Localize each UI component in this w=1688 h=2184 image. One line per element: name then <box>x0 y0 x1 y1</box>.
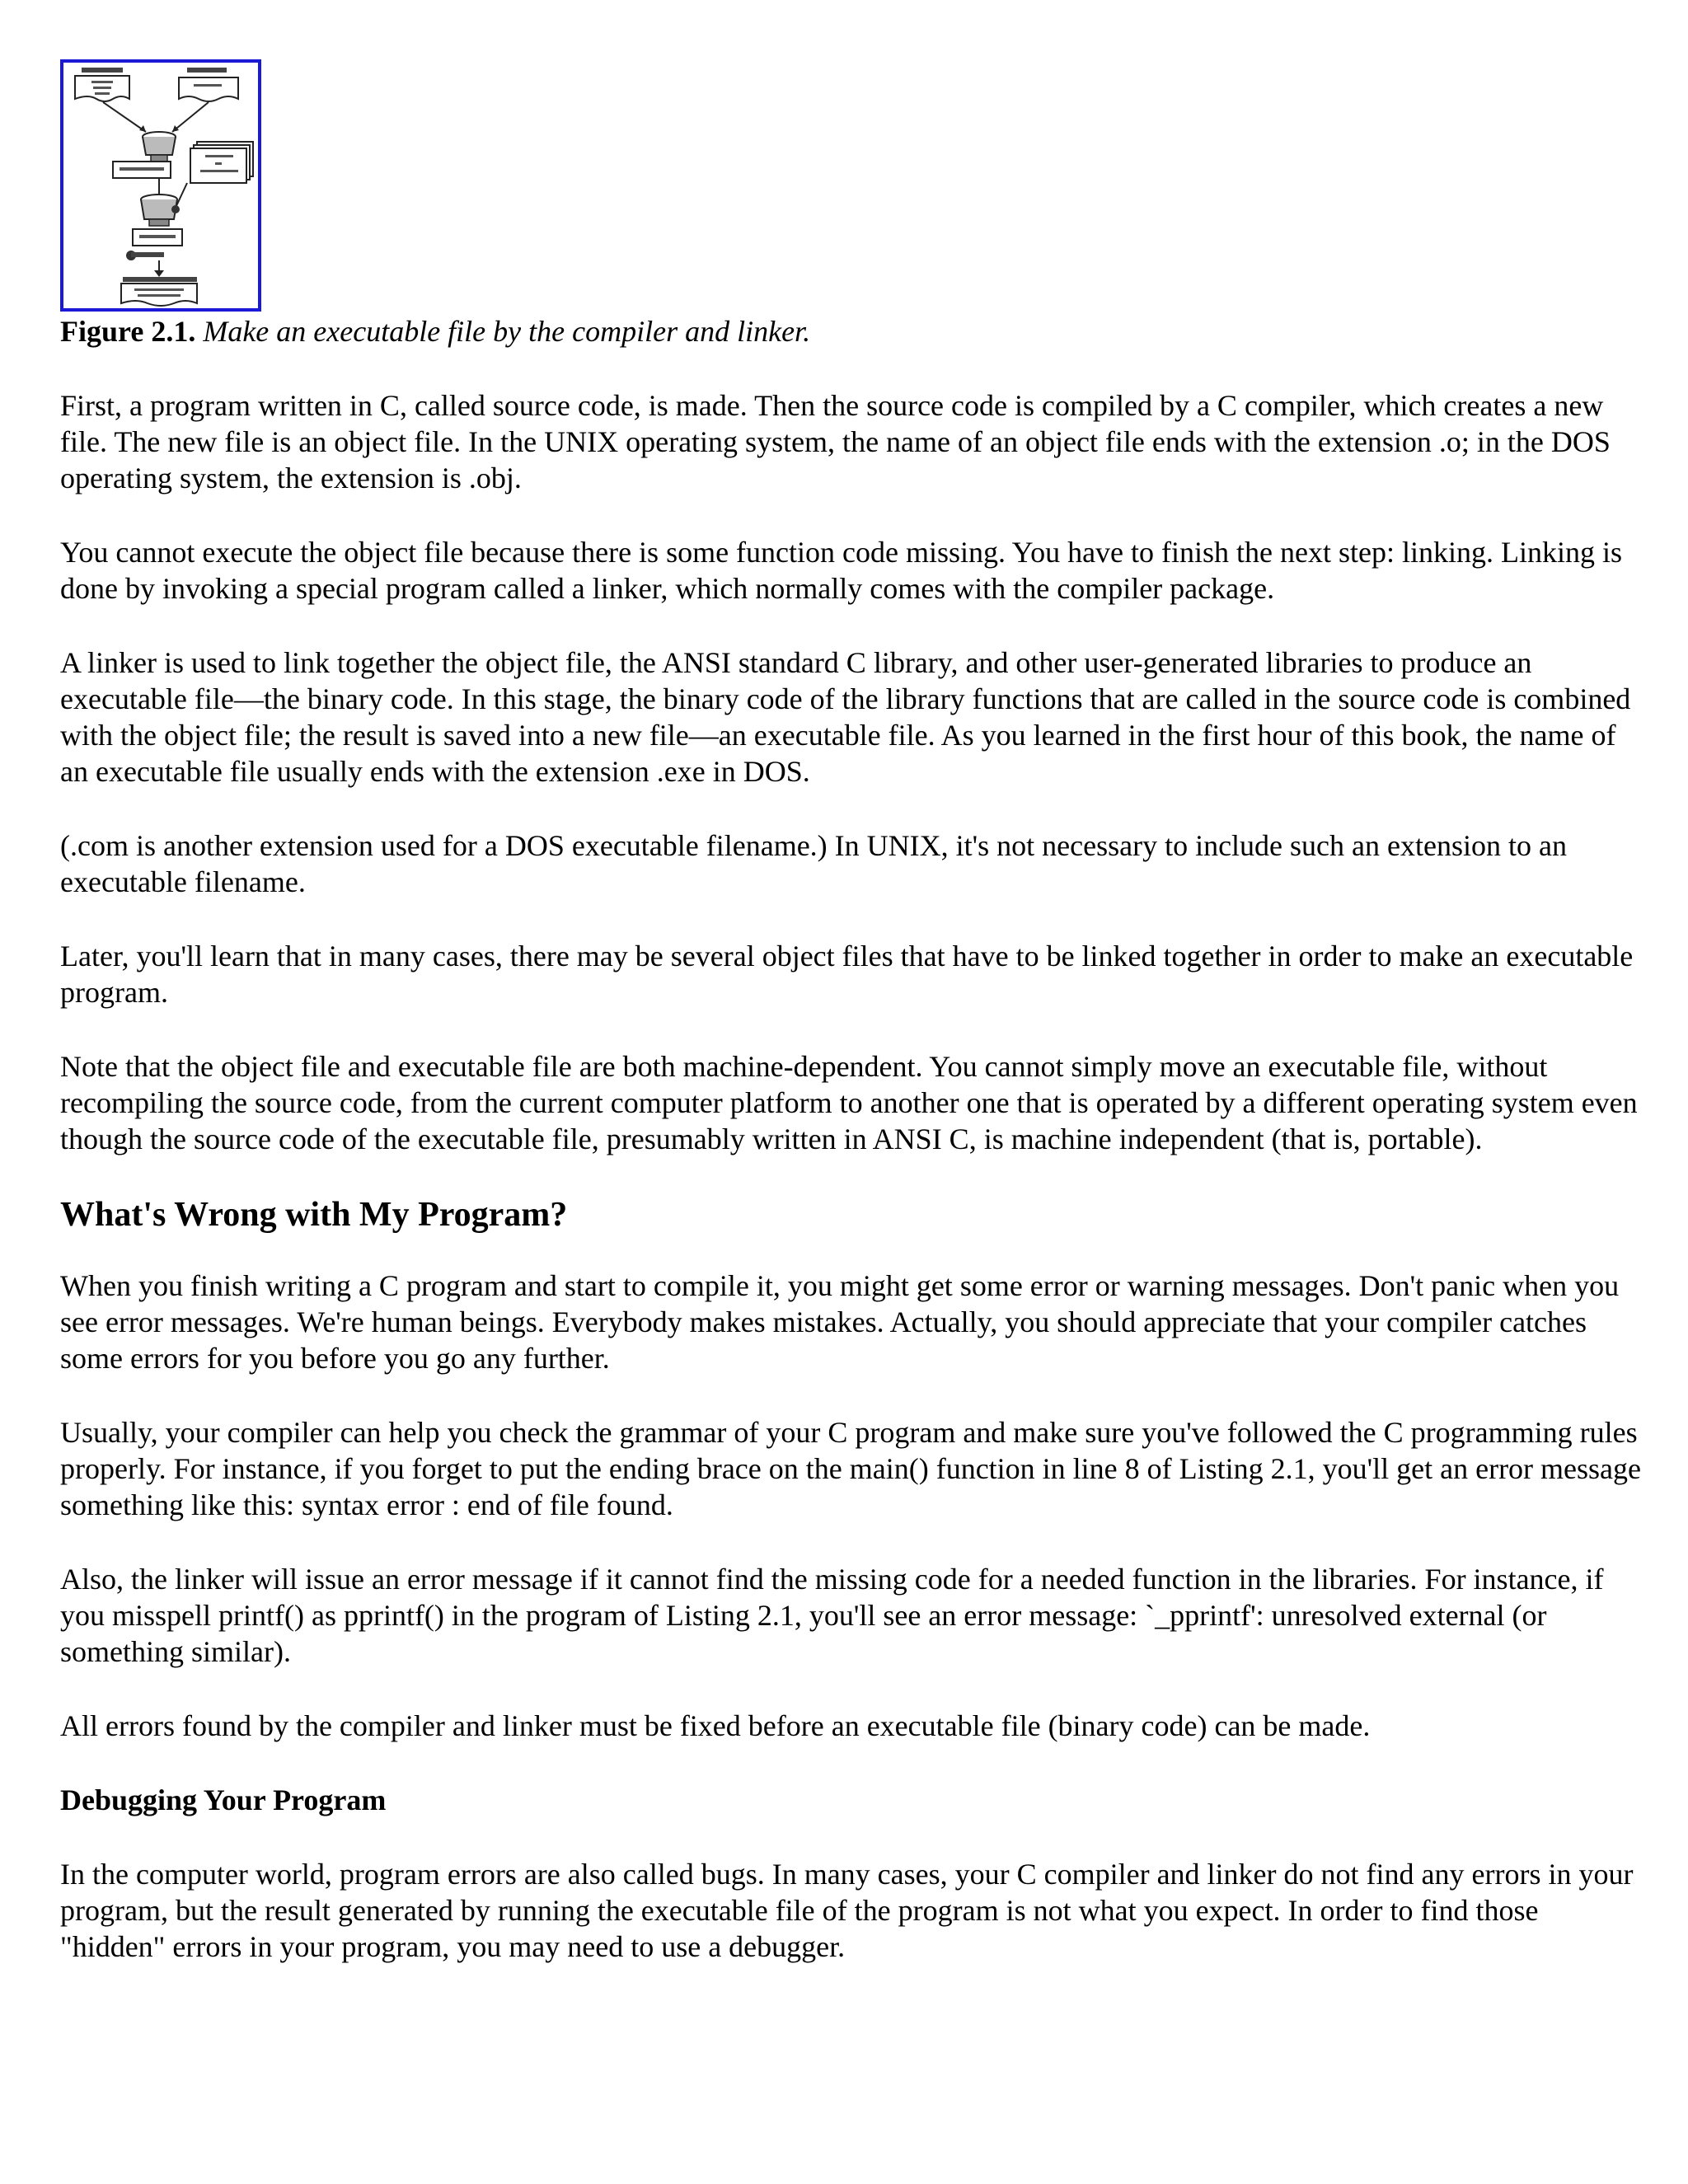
section-heading: What's Wrong with My Program? <box>60 1196 568 1234</box>
paragraph: When you finish writing a C program and start to compile it, you might get some error or warning messages. Don't panic when you see error messages. We're human beings. Everybody makes mistakes. Actually, you should appreciate that your compiler catches some errors for you before you go any further. <box>60 1269 1620 1375</box>
figure-thumbnail-image[interactable] <box>60 59 261 312</box>
figure-caption <box>60 313 1643 349</box>
paragraph: A linker is used to link together the object file, the ANSI standard C library, and other user-generated libraries to produce an executable file—the binary code. In this stage, the binary code of the library functions that are called in the source code is combined with the object file; the result is saved into a new file—an executable file. As you learned in the first hour of this book, the name of an executable file usually ends with the extension .exe in DOS. <box>60 646 1631 788</box>
paragraph: You cannot execute the object file because there is some function code missing. You have to finish the next step: linking. Linking is done by invoking a special program called a linker, which normally comes with the compiler package. <box>60 536 1622 605</box>
figure-caption-text: Make an executable file by the compiler and linker. <box>203 315 811 348</box>
compile-link-flow-diagram-icon <box>63 63 258 308</box>
figure-label: Figure 2.1. <box>60 315 196 348</box>
paragraph: Note that the object file and executable file are both machine-dependent. You cannot simply move an executable file, without recompiling the source code, from the current computer platform to another one that is operated by a different operating system even though the source code of the executable file, presumably written in ANSI C, is machine independent (that is, portable). <box>60 1050 1638 1155</box>
paragraph: All errors found by the compiler and linker must be fixed before an executable file (binary code) can be made. <box>60 1709 1371 1742</box>
paragraph: In the computer world, program errors are also called bugs. In many cases, your C compiler and linker do not find any errors in your program, but the result generated by running the executable file of the program is not what you expect. In order to find those "hidden" errors in your program, you may need to use a debugger. <box>60 1858 1634 1963</box>
document-page <box>60 59 1643 1965</box>
paragraph: Also, the linker will issue an error message if it cannot find the missing code for a needed function in the libraries. For instance, if you misspell printf() as pprintf() in the program of Listing 2.1, you'll see an error message: `_pprintf': unresolved external (or something similar). <box>60 1563 1604 1668</box>
paragraph: (.com is another extension used for a DOS executable filename.) In UNIX, it's not necessary to include such an extension to an executable filename. <box>60 829 1567 898</box>
paragraph: First, a program written in C, called source code, is made. Then the source code is compiled by a C compiler, which creates a new file. The new file is an object file. In the UNIX operating system, the name of an object file ends with the extension .o; in the DOS operating system, the extension is .obj. <box>60 389 1611 494</box>
subsection-heading: Debugging Your Program <box>60 1783 387 1816</box>
paragraph: Usually, your compiler can help you check the grammar of your C program and make sure you've followed the C programming rules properly. For instance, if you forget to put the ending brace on the main() function in line 8 of Listing 2.1, you'll get an error message something like this: syntax error : end of file found. <box>60 1416 1642 1521</box>
paragraph: Later, you'll learn that in many cases, there may be several object files that have to be linked together in order to make an executable program. <box>60 940 1634 1009</box>
